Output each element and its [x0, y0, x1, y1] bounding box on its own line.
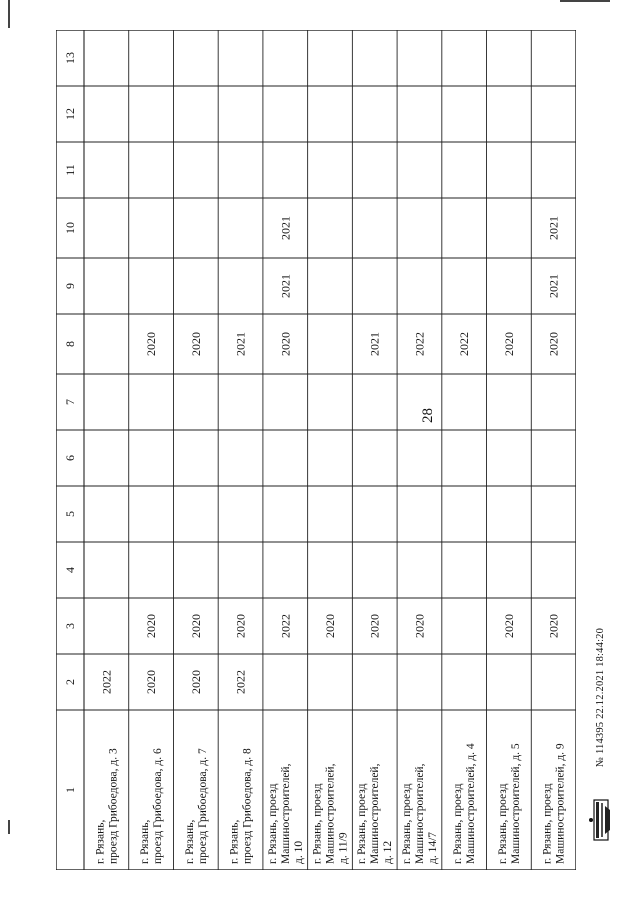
column-number-header: 10: [63, 222, 77, 234]
address-line: д. 11/9: [337, 832, 350, 864]
column-number-header: 11: [63, 164, 77, 176]
address-line: г. Рязань, проезд: [356, 783, 369, 864]
year-cell: 2021: [233, 332, 248, 356]
year-cell: 2021: [546, 274, 561, 298]
year-cell: 2020: [501, 614, 516, 638]
table-border: [56, 30, 576, 870]
year-cell: 2020: [144, 670, 159, 694]
year-cell: 2020: [278, 332, 293, 356]
year-cell: 2022: [233, 670, 248, 694]
address-line: г. Рязань, проезд: [541, 783, 554, 864]
year-cell: 2020: [144, 332, 159, 356]
year-cell: 2022: [412, 332, 427, 356]
year-cell: 2020: [501, 332, 516, 356]
address-line: Машиностроителей,: [324, 763, 337, 864]
column-number-header: 4: [63, 567, 77, 573]
year-cell: 2020: [188, 670, 203, 694]
year-cell: 2020: [188, 332, 203, 356]
address-line: Машиностроителей,: [413, 763, 426, 864]
address-line: г. Рязань, проезд: [496, 783, 509, 864]
address-line: проезд Грибоедова, д. 3: [107, 748, 120, 864]
year-cell: 2021: [278, 274, 293, 298]
address-line: Машиностроителей, д. 5: [509, 743, 522, 864]
address-line: Машиностроителей,: [369, 763, 382, 864]
address-line: г. Рязань, проезд: [266, 783, 279, 864]
address-line: д. 14/7: [426, 831, 439, 864]
column-number-header: 5: [63, 511, 77, 517]
column-number-header: 8: [63, 341, 77, 347]
address-line: Машиностроителей,: [279, 763, 292, 864]
year-cell: 2020: [233, 614, 248, 638]
year-cell: 2020: [367, 614, 382, 638]
year-cell: 2021: [546, 216, 561, 240]
column-number-header: 12: [63, 108, 77, 120]
column-number-header: 7: [63, 399, 77, 405]
column-number-header: 9: [63, 283, 77, 289]
year-cell: 2021: [278, 216, 293, 240]
address-line: г. Рязань,: [94, 819, 107, 864]
year-cell: 2022: [99, 670, 114, 694]
year-cell: 2021: [367, 332, 382, 356]
column-number-header: 6: [63, 455, 77, 461]
address-line: г. Рязань,: [228, 819, 241, 864]
year-cell: 2022: [278, 614, 293, 638]
column-number-header: 1: [63, 787, 77, 793]
schedule-table: [56, 30, 576, 870]
address-line: г. Рязань, проезд: [452, 783, 465, 864]
address-line: д. 10: [292, 840, 305, 864]
address-line: проезд Грибоедова, д. 7: [196, 748, 209, 864]
year-cell: 2022: [457, 332, 472, 356]
year-cell: 2020: [546, 332, 561, 356]
address-line: проезд Грибоедова, д. 8: [241, 748, 254, 864]
address-line: г. Рязань, проезд: [311, 783, 324, 864]
scan-edge-mark: [8, 0, 10, 28]
address-line: д. 12: [382, 840, 395, 864]
address-line: г. Рязань,: [183, 819, 196, 864]
year-cell: 2020: [188, 614, 203, 638]
address-line: Машиностроителей, д. 4: [465, 743, 478, 864]
column-number-header: 3: [63, 623, 77, 629]
address-line: г. Рязань, проезд: [400, 783, 413, 864]
year-cell: 2020: [546, 614, 561, 638]
scan-edge-mark: [8, 820, 10, 834]
administration-stamp: [588, 798, 612, 842]
address-line: проезд Грибоедова, д. 6: [152, 748, 165, 864]
column-number-header: 2: [63, 679, 77, 685]
year-cell: 2020: [412, 614, 427, 638]
registration-number: № 114395 22.12.2021 18:44:20: [595, 627, 607, 767]
year-cell: 2020: [323, 614, 337, 638]
document-registration-note: [594, 590, 608, 804]
page-number-text: 28: [419, 407, 436, 423]
scan-edge-mark: [560, 0, 610, 2]
address-line: Машиностроителей, д. 9: [554, 743, 567, 864]
address-line: г. Рязань,: [139, 819, 152, 864]
year-cell: 2020: [144, 614, 159, 638]
column-number-header: 13: [63, 52, 77, 64]
